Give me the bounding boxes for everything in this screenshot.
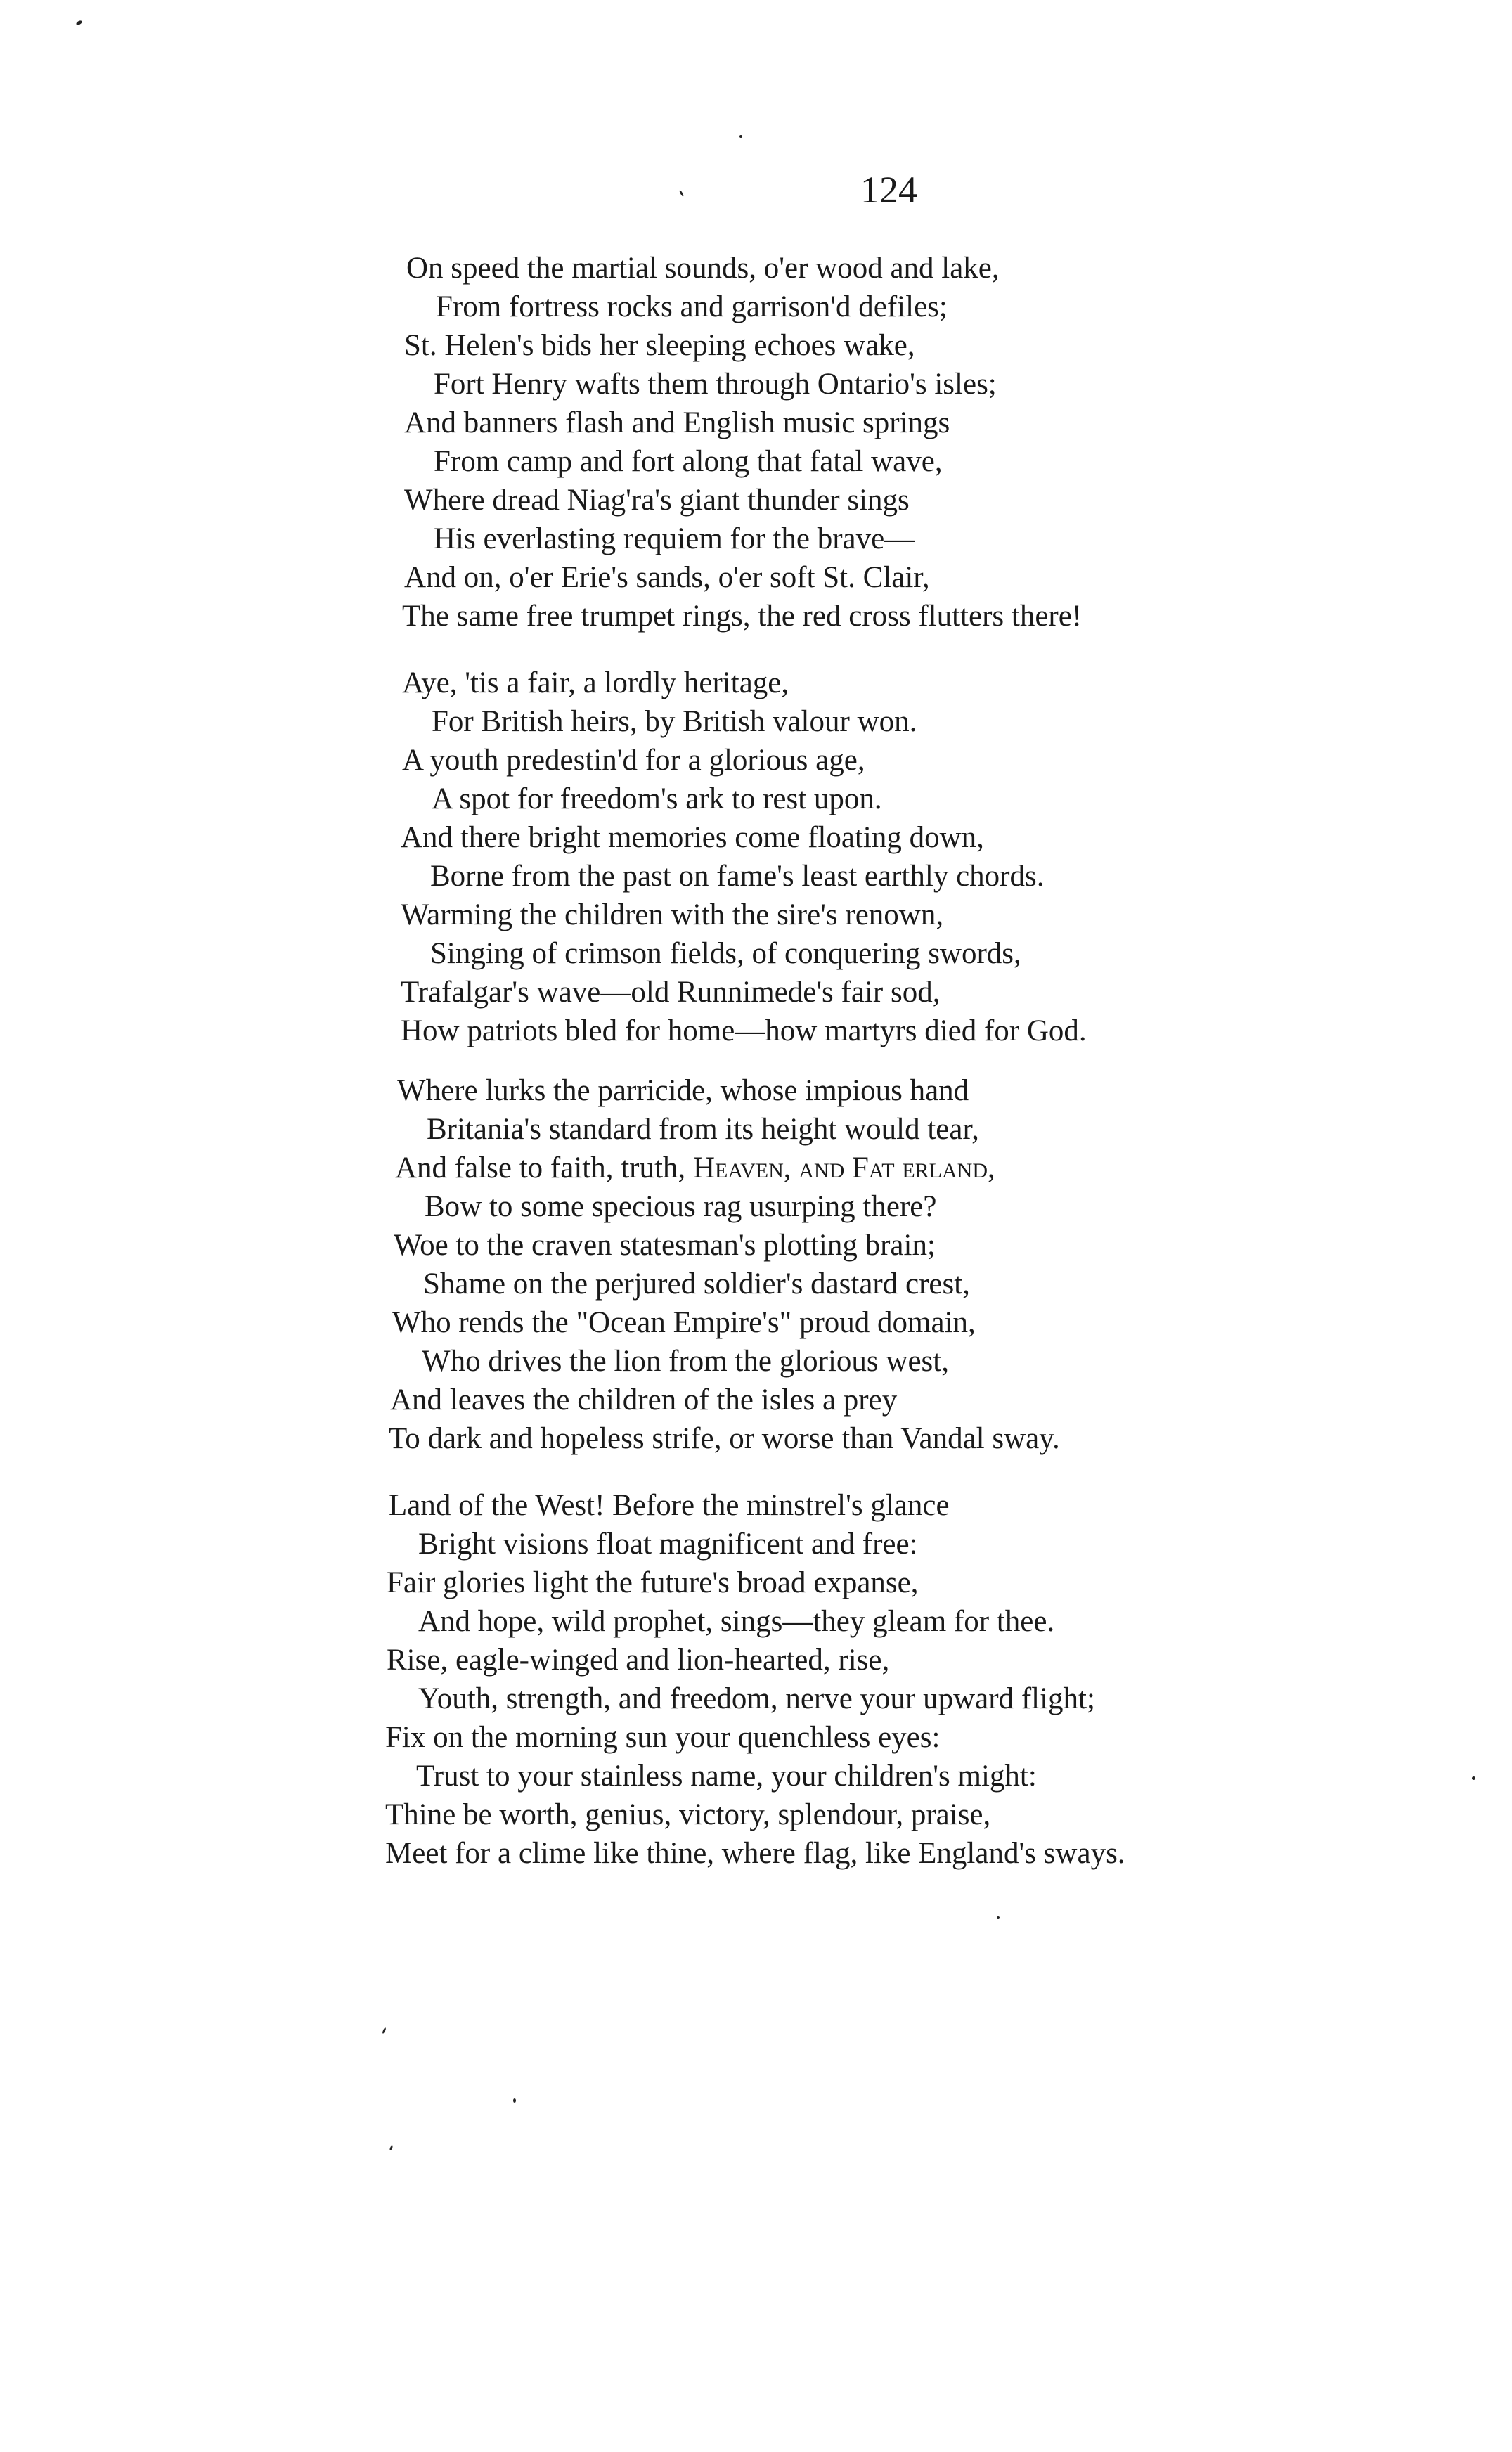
poem-line: Thine be worth, genius, victory, splendour, praise, xyxy=(385,1798,991,1831)
poem-line: From fortress rocks and garrison'd defiles; xyxy=(436,290,948,323)
poem-line: And hope, wild prophet, sings—they gleam for thee. xyxy=(418,1605,1055,1638)
poem-line: His everlasting requiem for the brave— xyxy=(434,522,915,555)
poem-line: On speed the martial sounds, o'er wood and lake, xyxy=(406,252,1000,285)
poem-line: And there bright memories come floating down, xyxy=(401,821,984,854)
poem-line: Borne from the past on fame's least earthly chords. xyxy=(430,860,1045,893)
page-number: 124 xyxy=(860,169,917,211)
poem-line-smallcaps: Heaven, and Fat erland, xyxy=(692,1151,995,1185)
poem-line: St. Helen's bids her sleeping echoes wake, xyxy=(404,329,915,362)
poem-line: To dark and hopeless strife, or worse than Vandal sway. xyxy=(389,1422,1060,1455)
poem-line: Bright visions float magnificent and free: xyxy=(418,1528,918,1561)
poem-line: Meet for a clime like thine, where flag, like England's sways. xyxy=(385,1837,1125,1870)
poem-line: Youth, strength, and freedom, nerve your upward flight; xyxy=(418,1682,1095,1715)
poem-line: The same free trumpet rings, the red cross flutters there! xyxy=(402,600,1083,633)
scan-speck xyxy=(739,135,742,138)
scan-speck xyxy=(382,2027,387,2034)
poem-line: Aye, 'tis a fair, a lordly heritage, xyxy=(402,666,789,699)
poem-line: And leaves the children of the isles a prey xyxy=(390,1383,898,1417)
poem-line: Warming the children with the sire's renown, xyxy=(401,898,944,931)
poem-line: Shame on the perjured soldier's dastard crest, xyxy=(423,1267,970,1301)
poem-line: Fort Henry wafts them through Ontario's isles; xyxy=(434,368,997,401)
poem-line: Rise, eagle-winged and lion-hearted, rise, xyxy=(387,1644,890,1677)
poem-line: Britania's standard from its height would tear, xyxy=(427,1113,979,1146)
scan-speck xyxy=(679,190,685,197)
poem-line: Land of the West! Before the minstrel's glance xyxy=(389,1489,950,1522)
poem-line: Where dread Niag'ra's giant thunder sings xyxy=(404,484,910,517)
poem-line: Who drives the lion from the glorious west, xyxy=(422,1345,949,1378)
poem-line: A youth predestin'd for a glorious age, xyxy=(402,744,865,777)
poem-line: How patriots bled for home—how martyrs died for God. xyxy=(401,1014,1087,1047)
poem-line: A spot for freedom's ark to rest upon. xyxy=(432,782,882,815)
poem-line: And banners flash and English music springs xyxy=(404,406,950,439)
poem-line: And on, o'er Erie's sands, o'er soft St. Clair, xyxy=(404,561,930,594)
poem-line: Trafalgar's wave—old Runnimede's fair sod, xyxy=(401,976,941,1009)
poem-line: Fair glories light the future's broad expanse, xyxy=(387,1566,919,1599)
scan-speck xyxy=(513,2098,516,2103)
poem-line: Woe to the craven statesman's plotting brain; xyxy=(394,1229,936,1262)
poem-line: Singing of crimson fields, of conquering swords, xyxy=(430,937,1021,970)
poem-line: Fix on the morning sun your quenchless eyes: xyxy=(385,1721,941,1754)
scan-speck xyxy=(1472,1776,1475,1780)
poem-line: From camp and fort along that fatal wave, xyxy=(434,445,943,478)
poem-line: Who rends the "Ocean Empire's" proud domain, xyxy=(392,1306,976,1339)
poem-line: Where lurks the parricide, whose impious hand xyxy=(397,1074,969,1107)
poem-line xyxy=(395,1149,995,1187)
poem-line: Bow to some specious rag usurping there? xyxy=(425,1190,937,1223)
poem-line: For British heirs, by British valour won. xyxy=(432,705,917,738)
scan-speck xyxy=(997,1916,1000,1919)
scan-speck xyxy=(389,2146,394,2151)
scan-speck xyxy=(75,20,82,26)
poem-line-text: And false to faith, truth, xyxy=(395,1151,693,1185)
poem-line: Trust to your stainless name, your children's might: xyxy=(416,1760,1037,1793)
